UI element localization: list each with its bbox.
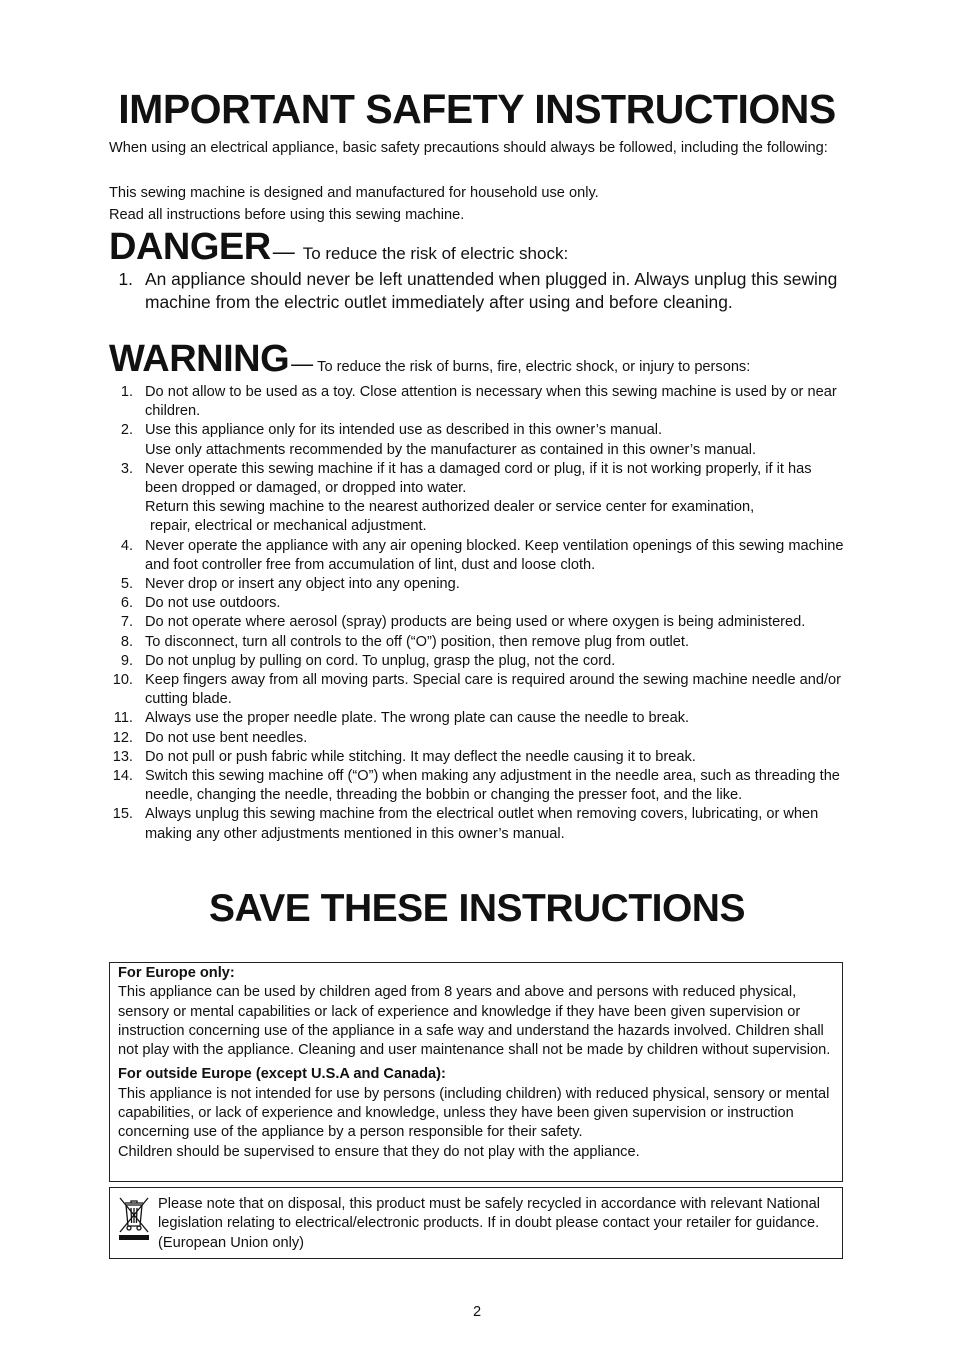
list-item	[109, 383, 844, 421]
list-item	[109, 421, 844, 459]
item-number: 5.	[120, 576, 133, 593]
item-text: repair, electrical or mechanical adjustment.	[150, 518, 427, 535]
list-item	[109, 805, 844, 843]
item-text: Return this sewing machine to the nearest authorized dealer or service center for examination,	[145, 499, 755, 516]
item-number: 3.	[120, 460, 133, 477]
item-text: Do not unplug by pulling on cord. To unplug, grasp the plug, not the cord.	[145, 652, 616, 669]
disposal-box	[109, 1187, 843, 1259]
item-number: 8.	[120, 633, 133, 650]
item-number: 2.	[120, 422, 133, 439]
page-number: 2	[472, 1304, 482, 1320]
item-text: Always unplug this sewing machine from the electrical outlet when removing covers, lubricating, or when making any other adjustments mentioned in this owner’s manual.	[145, 806, 819, 842]
warning-word: WARNING	[109, 338, 290, 380]
danger-dash: —	[272, 239, 295, 264]
item-text: Never drop or insert any object into any opening.	[145, 576, 460, 593]
list-item	[109, 709, 844, 728]
item-text: Keep fingers away from all moving parts. Special care is required around the sewing machine needle and/or cutting blade.	[145, 672, 842, 708]
item-text: To disconnect, turn all controls to the off (“O”) position, then remove plug from outlet.	[145, 633, 690, 650]
item-text: Use this appliance only for its intended use as described in this owner’s manual.	[145, 422, 663, 439]
page-title: IMPORTANT SAFETY INSTRUCTIONS	[118, 86, 836, 132]
outside-europe-text-2: Children should be supervised to ensure that they do not play with the appliance.	[118, 1143, 640, 1160]
item-text: Do not use outdoors.	[145, 595, 281, 612]
europe-text: This appliance can be used by children aged from 8 years and above and persons with reduced physical, sensory or mental capabilities or lack of experience and knowledge if they have been given supervision or instruction concerning use of the appliance in a safe way and understand the hazards involved. Children shall not play with the appliance. Cleaning and user maintenance shall not be made by children without supervision.	[118, 984, 831, 1059]
disposal-text: Please note that on disposal, this product must be safely recycled in accordance with relevant National legislation relating to electrical/electronic products. If in doubt please contact your retailer for guidance. (European Union only)	[158, 1196, 820, 1251]
item-text: Do not allow to be used as a toy. Close attention is necessary when this sewing machine is used by or near children.	[145, 384, 837, 420]
list-item	[109, 268, 844, 313]
item-text: Do not pull or push fabric while stitching. It may deflect the needle causing it to break.	[145, 748, 696, 765]
outside-europe-heading: For outside Europe (except U.S.A and Canada):	[118, 1066, 446, 1083]
intro-paragraph: When using an electrical appliance, basic safety precautions should always be followed, including the following:	[109, 140, 828, 156]
list-item	[109, 767, 844, 805]
warning-dash: —	[291, 351, 314, 376]
item-text: Always use the proper needle plate. The wrong plate can cause the needle to break.	[145, 710, 690, 727]
item-text: Switch this sewing machine off (“O”) when making any adjustment in the needle area, such as threading the needle, changing the needle, threading the bobbin or changing the presser foot, and the like.	[145, 768, 840, 804]
item-number: 9.	[120, 652, 133, 669]
item-number: 11.	[113, 710, 133, 727]
item-number: 6.	[120, 595, 133, 612]
list-item	[109, 594, 844, 613]
save-instructions-heading: SAVE THESE INSTRUCTIONS	[208, 887, 745, 930]
item-number: 4.	[120, 537, 133, 554]
item-text: Use only attachments recommended by the manufacturer as contained in this owner’s manual.	[145, 441, 757, 458]
list-item	[109, 575, 844, 594]
age-restrictions-box	[109, 962, 843, 1182]
list-item	[109, 460, 844, 537]
danger-word: DANGER	[109, 226, 271, 268]
item-text: Never operate this sewing machine if it has a damaged cord or plug, if it is not working properly, if it has been dropped or damaged, or dropped into water.	[145, 460, 812, 497]
item-text: Never operate the appliance with any air opening blocked. Keep ventilation openings of this sewing machine and foot controller free from accumulation of lint, dust and loose cloth.	[145, 537, 844, 573]
item-number: 1.	[118, 269, 133, 289]
item-number: 12.	[112, 729, 133, 746]
list-item	[109, 671, 844, 709]
item-number: 1.	[120, 384, 133, 400]
item-number: 14.	[112, 768, 133, 785]
danger-subtitle: To reduce the risk of electric shock:	[302, 244, 569, 263]
warning-list	[109, 383, 844, 844]
item-number: 10.	[112, 672, 133, 689]
household-use-note: This sewing machine is designed and manufactured for household use only.	[109, 185, 599, 201]
danger-heading	[109, 226, 849, 269]
warning-subtitle: To reduce the risk of burns, fire, electric shock, or injury to persons:	[317, 359, 751, 375]
outside-europe-text: This appliance is not intended for use by persons (including children) with reduced physical, sensory or mental capabilities, or lack of experience and knowledge, unless they have been given supervision or instruction concerning use of the appliance by a person responsible for their safety.	[118, 1085, 830, 1141]
crossed-out-wheelie-bin-icon	[118, 1196, 150, 1242]
list-item	[109, 729, 844, 748]
list-item	[109, 748, 844, 767]
list-item	[109, 613, 844, 632]
item-text: Do not use bent needles.	[145, 729, 308, 746]
list-item	[109, 652, 844, 671]
list-item	[109, 633, 844, 652]
item-text: An appliance should never be left unattended when plugged in. Always unplug this sewing machine from the electric outlet immediately after using and before cleaning.	[145, 269, 838, 312]
list-item	[109, 537, 844, 575]
item-number: 7.	[120, 614, 133, 631]
read-instructions-note: Read all instructions before using this sewing machine.	[109, 207, 465, 223]
item-number: 15.	[112, 806, 133, 823]
item-number: 13.	[112, 748, 133, 765]
warning-heading	[109, 338, 849, 381]
danger-list	[109, 268, 844, 313]
item-text: Do not operate where aerosol (spray) products are being used or where oxygen is being administered.	[145, 614, 806, 631]
europe-heading: For Europe only:	[118, 965, 235, 981]
